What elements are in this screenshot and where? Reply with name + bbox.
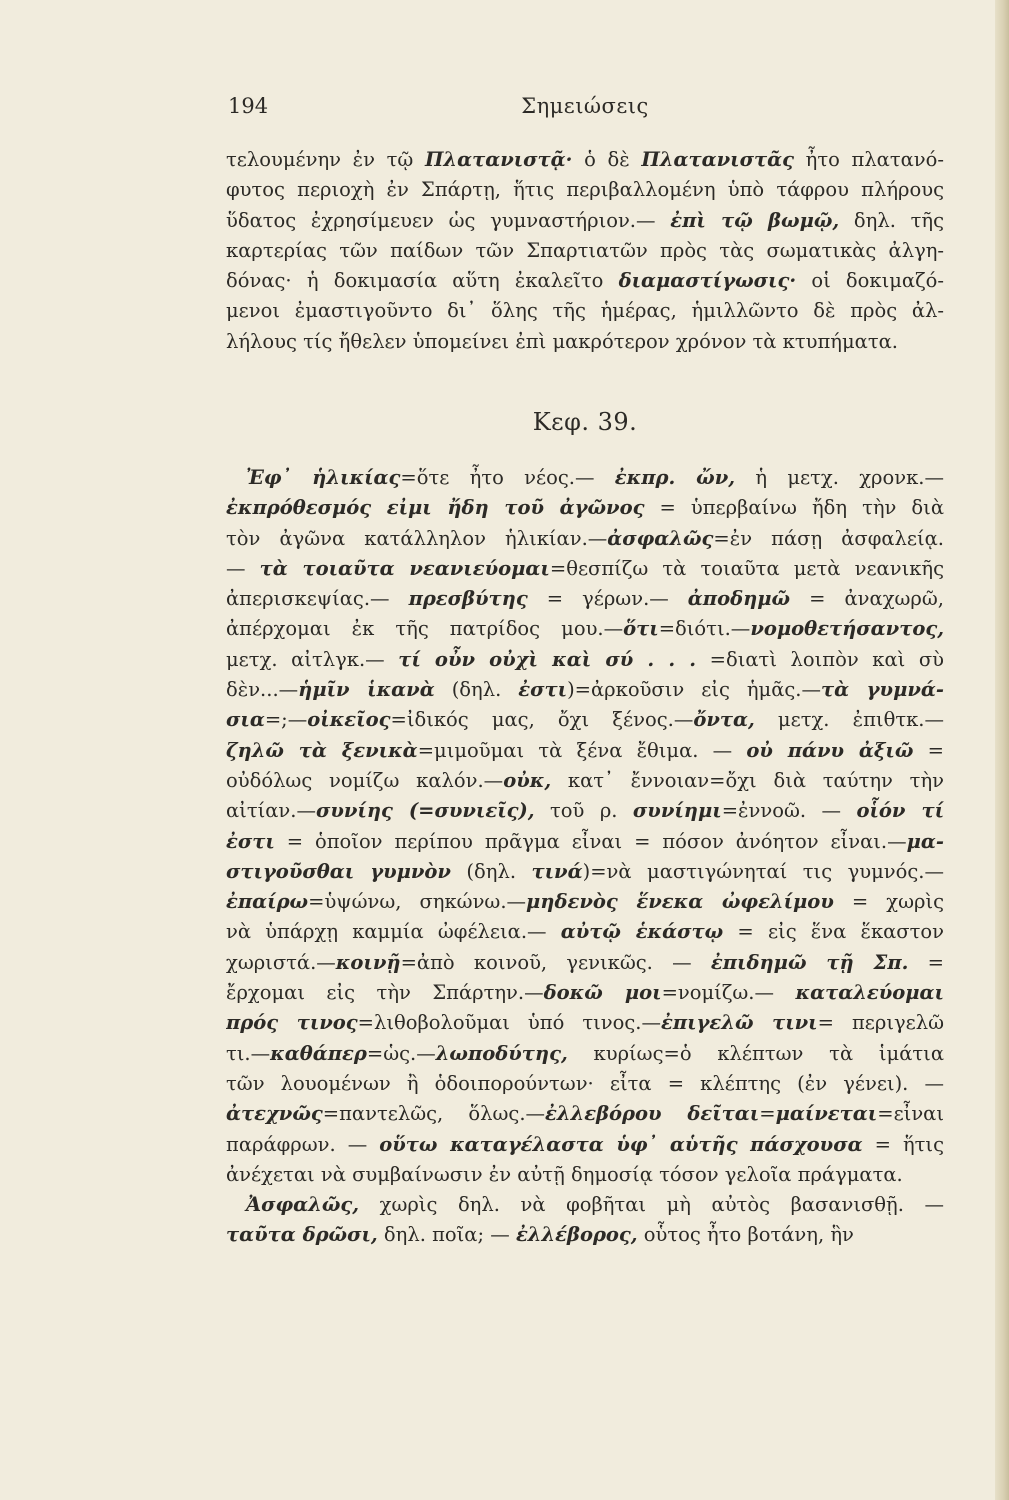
text-run: (δηλ. bbox=[434, 678, 519, 702]
text-run: = bbox=[913, 738, 944, 762]
text-run: =ἰδικός μας, ὄχι ξένος.— bbox=[390, 708, 694, 732]
text-run: τι.— bbox=[226, 1041, 271, 1065]
text-run: = χωρὶς bbox=[833, 890, 944, 914]
text-run: = bbox=[908, 950, 944, 974]
gloss-term: μα- bbox=[906, 829, 944, 853]
gloss-term: Πλατανιστᾷ· bbox=[424, 148, 573, 171]
header-title: Σημειώσεις bbox=[521, 94, 649, 118]
text-run: = γέρων.— bbox=[527, 587, 688, 611]
text-run: (δηλ. bbox=[450, 859, 532, 883]
text-line bbox=[226, 645, 944, 675]
gloss-term: διαμαστίγωσις· bbox=[618, 269, 797, 293]
text-run: =ὑψώνω, σηκώνω.— bbox=[308, 890, 527, 914]
text-line bbox=[226, 1069, 944, 1099]
text-line bbox=[226, 766, 944, 796]
text-run: ἦτο πλατανό- bbox=[793, 148, 944, 171]
text-line bbox=[226, 857, 944, 887]
text-run: τὸν ἀγῶνα κατάλληλον ἡλικίαν.— bbox=[226, 526, 608, 550]
text-run: λήλους τίς ἤθελεν ὑπομείνει ἐπὶ μακρότερον χρόνον τὰ κτυπήματα. bbox=[226, 329, 898, 353]
gloss-term: λωποδύτης, bbox=[435, 1041, 568, 1065]
text-run: μετχ. αἰτλγκ.— bbox=[226, 647, 399, 671]
gloss-term: ἐπιγελῶ τινι bbox=[660, 1011, 818, 1035]
text-line bbox=[226, 524, 944, 554]
text-run: =;— bbox=[264, 708, 308, 732]
gloss-term: τινά bbox=[531, 859, 583, 883]
text-run: ἡ μετχ. χρονκ.— bbox=[735, 466, 944, 489]
gloss-term: ὄντα, bbox=[693, 708, 755, 732]
text-line bbox=[226, 887, 944, 917]
text-line bbox=[226, 614, 944, 644]
text-run: χωρὶς δηλ. νὰ φοβῆται μὴ αὐτὸς βασανισθῇ. — bbox=[359, 1193, 944, 1217]
text-run: =διότι.— bbox=[658, 617, 751, 641]
text-line bbox=[226, 705, 944, 735]
text-run: = ὑπερβαίνω ἤδη τὴν διὰ bbox=[644, 496, 944, 520]
gloss-term: τί οὖν οὐχὶ καὶ σύ . . . bbox=[398, 647, 697, 671]
text-line bbox=[226, 206, 944, 236]
gloss-term: πρός τινος bbox=[226, 1011, 358, 1035]
text-run: κυρίως=ὁ κλέπτων τὰ ἱμάτια bbox=[567, 1041, 944, 1065]
text-line bbox=[226, 554, 944, 584]
gloss-term: οἰκεῖος bbox=[307, 708, 391, 732]
text-run: = ὁποῖον περίπου πρᾶγμα εἶναι = πόσον ἀνόητον εἶναι.— bbox=[274, 829, 907, 853]
text-run: οὗτος ἦτο βοτάνη, ἣν bbox=[637, 1223, 854, 1247]
gloss-term: ταῦτα δρῶσι, bbox=[226, 1223, 378, 1247]
gloss-term: οἷόν τί bbox=[856, 799, 944, 823]
gloss-term: τὰ γυμνά- bbox=[820, 678, 944, 702]
text-run: = ἥτις bbox=[862, 1132, 944, 1156]
gloss-term: τὰ τοιαῦτα νεανιεύομαι bbox=[259, 556, 550, 580]
gloss-term: καθάπερ bbox=[270, 1041, 367, 1065]
text-run: = εἰς ἕνα ἕκαστον bbox=[723, 920, 944, 944]
text-run: ὕδατος ἐχρησίμευεν ὡς γυμναστήριον.— bbox=[226, 208, 671, 232]
gloss-term: ὅτι bbox=[623, 617, 659, 641]
gloss-term: ἐκπρόθεσμός εἰμι ἤδη τοῦ ἀγῶνος bbox=[226, 496, 645, 520]
gloss-term: κοινῇ bbox=[335, 950, 401, 974]
text-run: =ἐννοῶ. — bbox=[721, 799, 857, 823]
text-run: οἱ δοκιμαζό- bbox=[796, 269, 944, 293]
text-line bbox=[226, 1130, 944, 1160]
text-run: =παντελῶς, ὅλως.— bbox=[322, 1102, 546, 1126]
text-run: =ὅτε ἦτο νέος.— bbox=[400, 466, 615, 489]
gloss-term: ἐλλεβόρου δεῖται bbox=[545, 1102, 760, 1126]
gloss-term: ἀποδημῶ bbox=[687, 587, 791, 611]
gloss-term: σια bbox=[226, 708, 265, 732]
gloss-term: στιγοῦσθαι γυμνὸν bbox=[226, 859, 451, 883]
running-head bbox=[226, 88, 944, 124]
text-run: — bbox=[226, 556, 260, 580]
text-line bbox=[226, 978, 944, 1008]
text-line bbox=[226, 296, 944, 326]
text-line bbox=[226, 145, 944, 175]
text-run: =θεσπίζω τὰ τοιαῦτα μετὰ νεανικῆς bbox=[549, 556, 944, 580]
text-run: καρτερίας τῶν παίδων τῶν Σπαρτιατῶν πρὸς τὰς σωματικὰς ἀλγη- bbox=[226, 238, 944, 262]
gloss-term: ἀσφαλῶς bbox=[607, 526, 714, 550]
text-run: παράφρων. — bbox=[226, 1132, 380, 1156]
text-run: μενοι ἐμαστιγοῦντο δι᾽ ὅλης τῆς ἡμέρας, ἡμιλλῶντο δὲ πρὸς ἀλ- bbox=[226, 299, 944, 323]
text-run: ἀνέχεται νὰ συμβαίνωσιν ἐν αὐτῇ δημοσίᾳ τόσον γελοῖα πράγματα. bbox=[226, 1162, 903, 1186]
text-run: αἰτίαν.— bbox=[226, 799, 316, 823]
gloss-term: ἐπὶ τῷ βωμῷ, bbox=[670, 208, 840, 232]
page-number: 194 bbox=[228, 94, 269, 118]
text-run: δὲν...— bbox=[226, 678, 299, 702]
text-line bbox=[226, 917, 944, 947]
text-line bbox=[226, 675, 944, 705]
gloss-term: συνίημι bbox=[632, 799, 722, 823]
gloss-term: Ἐφ᾽ ἡλικίας bbox=[246, 466, 401, 489]
gloss-term: ἐκπρ. ὤν, bbox=[614, 466, 736, 489]
text-run: τελουμένην ἐν τῷ bbox=[226, 148, 425, 171]
text-run: δηλ. ποῖα; — bbox=[377, 1223, 516, 1247]
gloss-term: δοκῶ μοι bbox=[543, 981, 662, 1005]
gloss-term: ζηλῶ τὰ ξενικὰ bbox=[226, 738, 418, 762]
text-run: =μιμοῦμαι τὰ ξένα ἔθιμα. — bbox=[417, 738, 747, 762]
text-run: =διατὶ λοιπὸν καὶ σὺ bbox=[696, 647, 944, 671]
text-block-top bbox=[226, 145, 944, 357]
text-line bbox=[226, 266, 944, 296]
text-run: ὁ δὲ bbox=[572, 148, 642, 171]
text-run: )=ἀρκοῦσιν εἰς ἡμᾶς.— bbox=[567, 678, 821, 702]
text-line bbox=[226, 584, 944, 614]
text-line bbox=[226, 1039, 944, 1069]
gloss-term: οὐ πάνυ ἀξιῶ bbox=[746, 738, 914, 762]
text-run: )=νὰ μαστιγώνηταί τις γυμνός.— bbox=[582, 859, 944, 883]
gloss-term: ἐστι bbox=[226, 829, 275, 853]
page-edge bbox=[995, 0, 1009, 1500]
text-line bbox=[226, 236, 944, 266]
gloss-term: ἀτεχνῶς bbox=[226, 1102, 323, 1126]
text-line bbox=[226, 796, 944, 826]
text-run: δόνας· ἡ δοκιμασία αὕτη ἐκαλεῖτο bbox=[226, 269, 619, 293]
text-run: =ὡς.— bbox=[366, 1041, 436, 1065]
text-line bbox=[226, 827, 944, 857]
gloss-term: καταλεύομαι bbox=[795, 981, 944, 1005]
text-run: =νομίζω.— bbox=[661, 981, 796, 1005]
text-run: =ἐν πάσῃ ἀσφαλείᾳ. bbox=[713, 526, 944, 550]
text-run: φυτος περιοχὴ ἐν Σπάρτῃ, ἥτις περιβαλλομένη ὑπὸ τάφρου πλήρους bbox=[226, 178, 944, 202]
gloss-term: ἐπιδημῶ τῇ Σπ. bbox=[710, 950, 909, 974]
text-line bbox=[226, 493, 944, 523]
gloss-term: συνίης (=συνιεῖς), bbox=[315, 799, 535, 823]
text-run: = περιγελῶ bbox=[817, 1011, 944, 1035]
text-run: τῶν λουομένων ἢ ὁδοιπορούντων· εἶτα = κλέπτης (ἐν γένει). — bbox=[226, 1071, 944, 1095]
gloss-term: ἐστι bbox=[518, 678, 568, 702]
text-run: δηλ. τῆς bbox=[839, 208, 944, 232]
gloss-term: αὐτῷ ἑκάστῳ bbox=[560, 920, 724, 944]
gloss-term: οὐκ, bbox=[503, 768, 552, 792]
text-line bbox=[226, 1008, 944, 1038]
text-run: =λιθοβολοῦμαι ὑπό τινος.— bbox=[357, 1011, 661, 1035]
text-run: οὐδόλως νομίζω καλόν.— bbox=[226, 768, 504, 792]
gloss-term: μηδενὸς ἕνεκα ὠφελίμου bbox=[526, 890, 834, 914]
text-line bbox=[226, 1220, 944, 1250]
gloss-term: οὕτω καταγέλαστα ὑφ᾽ αὑτῆς πάσχουσα bbox=[379, 1132, 863, 1156]
text-run: = ἀναχωρῶ, bbox=[790, 587, 944, 611]
text-run: κατ᾽ ἔννοιαν=ὄχι διὰ ταύτην τὴν bbox=[551, 768, 944, 792]
text-run: = bbox=[759, 1102, 776, 1126]
gloss-term: ἐλλέβορος, bbox=[515, 1223, 638, 1247]
text-line bbox=[226, 1190, 944, 1220]
text-run: τοῦ ρ. bbox=[534, 799, 633, 823]
text-run: ἀπερισκεψίας.— bbox=[226, 587, 409, 611]
text-line bbox=[226, 327, 944, 357]
gloss-term: πρεσβύτης bbox=[408, 587, 528, 611]
text-line bbox=[226, 736, 944, 766]
text-line bbox=[226, 1099, 944, 1129]
text-block-notes bbox=[226, 463, 944, 1251]
text-run: ἀπέρχομαι ἐκ τῆς πατρίδος μου.— bbox=[226, 617, 624, 641]
text-line bbox=[226, 948, 944, 978]
gloss-term: ἐπαίρω bbox=[226, 890, 309, 914]
gloss-term: Ἀσφαλῶς, bbox=[246, 1193, 360, 1217]
chapter-heading: Κεφ. 39. bbox=[532, 408, 638, 436]
text-run: νὰ ὑπάρχῃ καμμία ὠφέλεια.— bbox=[226, 920, 561, 944]
text-run: =ἀπὸ κοινοῦ, γενικῶς. — bbox=[400, 950, 711, 974]
text-line bbox=[226, 1160, 944, 1190]
gloss-term: ἡμῖν ἱκανὰ bbox=[298, 678, 435, 702]
gloss-term: μαίνεται bbox=[775, 1102, 878, 1126]
text-line bbox=[226, 175, 944, 205]
gloss-term: νομοθετήσαντος, bbox=[750, 617, 944, 641]
text-run: =εἶναι bbox=[877, 1102, 944, 1126]
gloss-term: Πλατανιστᾶς bbox=[641, 148, 794, 171]
text-run: χωριστά.— bbox=[226, 950, 336, 974]
text-run: ἔρχομαι εἰς τὴν Σπάρτην.— bbox=[226, 981, 544, 1005]
text-line bbox=[226, 463, 944, 493]
text-run: μετχ. ἐπιθτκ.— bbox=[754, 708, 944, 732]
